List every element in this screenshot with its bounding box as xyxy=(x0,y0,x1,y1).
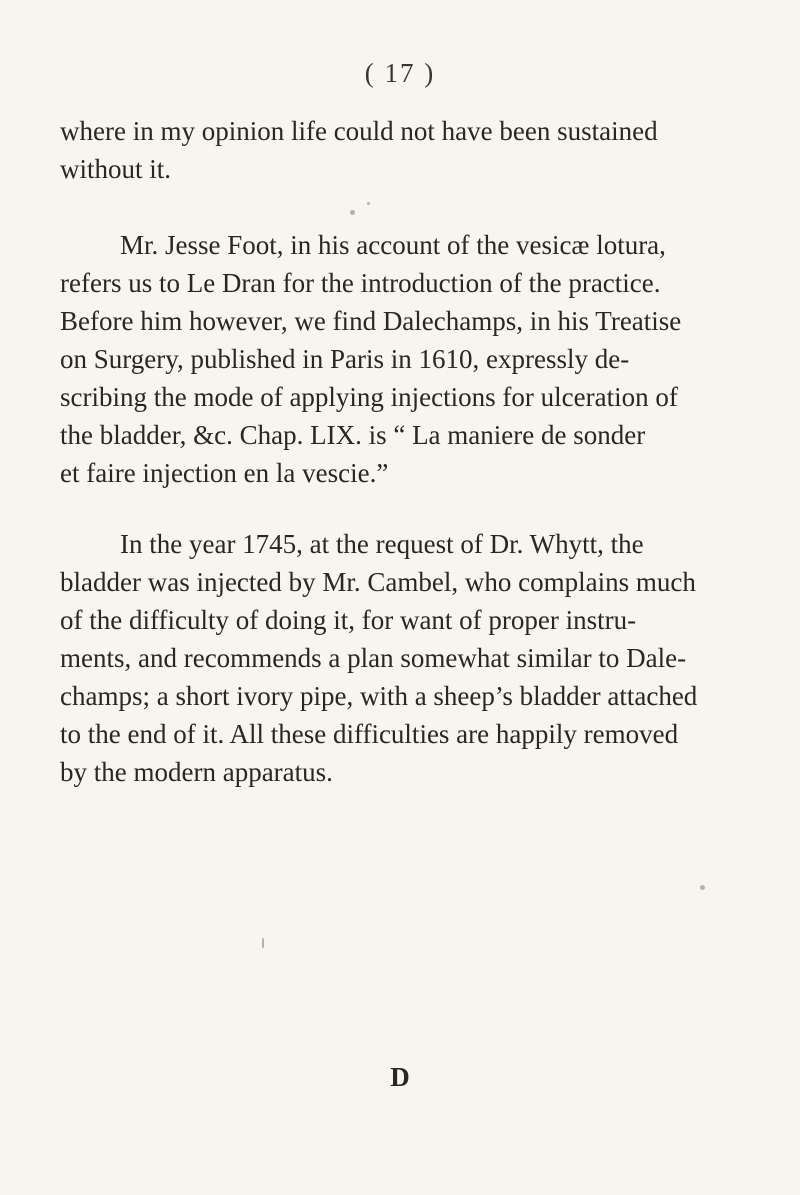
paragraph-line: scribing the mode of applying injections for ulceration of xyxy=(60,382,678,412)
paragraph-line: In the year 1745, at the request of Dr. Whytt, the xyxy=(120,529,644,559)
paragraph-1 xyxy=(60,112,750,188)
paragraph-line: Before him however, we find Dalechamps, in his Treatise xyxy=(60,306,682,336)
paragraph-line: without it. xyxy=(60,154,172,184)
paragraph-line: on Surgery, published in Paris in 1610, expressly de- xyxy=(60,344,630,374)
paper-speck xyxy=(350,210,355,215)
paper-speck xyxy=(367,202,370,205)
paragraph-line: et faire injection en la vescie.” xyxy=(60,458,389,488)
paragraph-line: the bladder, &c. Chap. LIX. is “ La maniere de sonder xyxy=(60,420,646,450)
catchword: D xyxy=(390,1062,410,1092)
paragraph-2 xyxy=(60,226,750,492)
paragraph-line: Mr. Jesse Foot, in his account of the vesicæ lotura, xyxy=(120,230,666,260)
paragraph-line: champs; a short ivory pipe, with a sheep’s bladder attached xyxy=(60,681,698,711)
paper-speck xyxy=(262,938,264,948)
paragraph-line: to the end of it. All these difficulties are happily removed xyxy=(60,719,679,749)
paragraph-3 xyxy=(60,525,750,791)
paragraph-line: ments, and recommends a plan somewhat similar to Dale- xyxy=(60,643,687,673)
paper-speck xyxy=(700,885,705,890)
paragraph-line: by the modern apparatus. xyxy=(60,757,333,787)
paragraph-line: where in my opinion life could not have been sustained xyxy=(60,116,658,146)
paragraph-line: of the difficulty of doing it, for want of proper instru- xyxy=(60,605,637,635)
paragraph-line: bladder was injected by Mr. Cambel, who complains much xyxy=(60,567,696,597)
page-number: ( 17 ) xyxy=(364,58,436,88)
paragraph-line: refers us to Le Dran for the introduction of the practice. xyxy=(60,268,661,298)
